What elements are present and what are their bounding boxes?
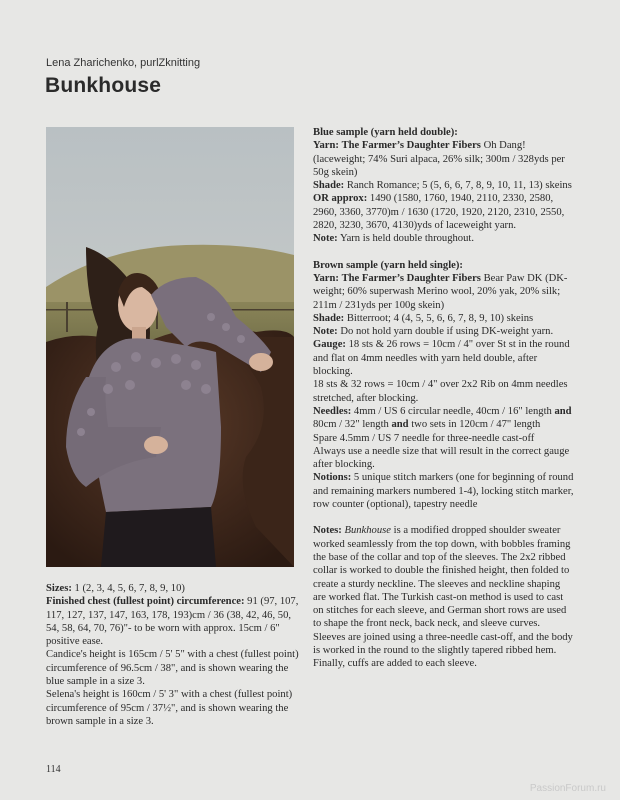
author-credit: Lena Zharichenko, purlZknitting — [46, 57, 201, 69]
needles-text-b: 80cm / 32" length — [313, 419, 389, 431]
blue-sample-heading: Blue sample (yarn held double): — [313, 127, 458, 138]
gauge-text: 18 sts & 26 rows = 10cm / 4" over St st in the round and flat on 4mm needles with yarn held double, after blocking. — [313, 339, 570, 378]
needles-spare: Spare 4.5mm / US 7 needle for three-needle cast-off — [313, 432, 535, 444]
blue-note-text: Yarn is held double throughout. — [339, 233, 474, 245]
notes-text: is a modified dropped shoulder sweater worked seamlessly from the top down, with bobbles framing the base of the collar and top of the sleeves. The 2x2 ribbed collar is worked to double the finished height, then folded to create a sturdy neckline. The sleeves and neckline shaping are worked flat. The Turkish cast-on method is used to cast on stitches for each sleeve, and German short rows are used to shape the front neck, back neck, and sleeve curves. Sleeves are joined using a three-needle cast-off, and the body is worked in the round to the slightly tapered ribbed hem. Finally, cuffs are added to each sleeve. — [313, 525, 573, 670]
chest-label: Finished chest (fullest point) circumference: — [46, 596, 245, 608]
blue-yarn-label: Yarn: — [313, 140, 339, 152]
blue-yarn-brand: The Farmer’s Daughter Fibers — [341, 140, 481, 152]
materials-column — [313, 126, 575, 671]
brown-note-text: Do not hold yarn double if using DK-weight yarn. — [340, 326, 554, 338]
brown-sample-heading: Brown sample (yarn held single): — [313, 259, 463, 271]
notes-pattern-name: Bunkhouse — [344, 525, 391, 537]
brown-shade-label: Shade: — [313, 312, 345, 324]
candice-fit-text: Candice's height is 165cm / 5' 5" with a chest (fullest point) circumference of 96.5cm / 38", and is shown wearing the blue sample in a size 3. — [46, 649, 299, 688]
pattern-title: Bunkhouse — [45, 74, 162, 97]
model-photo — [46, 127, 294, 567]
blue-shade-text: Ranch Romance; 5 (5, 6, 6, 7, 8, 9, 10, 11, 13) skeins — [346, 180, 572, 192]
sizes-label: Sizes: — [46, 583, 72, 594]
watermark: PassionForum.ru — [529, 783, 606, 794]
selena-fit-text: Selena's height is 160cm / 5' 3" with a chest (fullest point) circumference of 95cm / 37½", and is shown wearing the brown sample in a size 3. — [46, 689, 293, 727]
brown-yarn-label: Yarn: — [313, 272, 339, 284]
needles-text-c: two sets in 120cm / 47" length — [411, 419, 541, 431]
page-number: 114 — [46, 764, 61, 775]
chest-text: 91 (97, 107, 117, 127, 137, 147, 163, 178, 193)cm / 36 (38, 42, 46, 50, 54, 58, 64, 70, 76)"- to be worn with approx. 15cm / 6" positive ease. — [46, 596, 299, 648]
blue-yarn-text: Oh Dang! (laceweight; 74% Suri alpaca, 26% silk; 300m / 328yds per 50g skein) — [313, 140, 565, 178]
needles-and-2: and — [391, 419, 409, 431]
blue-or-text: 1490 (1580, 1760, 1940, 2110, 2330, 2580, 2960, 3360, 3770)m / 1630 (1720, 1920, 2120, 2310, 2550, 2820, 3230, 3670, 4130)yds of laceweight yarn. — [313, 193, 565, 232]
notes-label: Notes: — [313, 525, 342, 537]
needles-text-a: 4mm / US 6 circular needle, 40cm / 16" length — [353, 405, 552, 417]
blue-note-label: Note: — [313, 233, 338, 245]
notes-block — [313, 524, 575, 670]
needles-advice: Always use a needle size that will result in the correct gauge after blocking. — [313, 445, 570, 471]
gauge-label: Gauge: — [313, 339, 346, 351]
blue-sample-block — [313, 126, 575, 246]
brown-yarn-brand: The Farmer’s Daughter Fibers — [341, 272, 481, 284]
needles-and-1: and — [554, 405, 572, 417]
needles-label: Needles: — [313, 405, 352, 417]
notions-text: 5 unique stitch markers (one for beginning of round and remaining markers numbered 1-4), locking stitch marker, row counter (optional), tapestry needle — [313, 472, 574, 511]
gauge-rib-text: 18 sts & 32 rows = 10cm / 4" over 2x2 Rib on 4mm needles stretched, after blocking. — [313, 379, 568, 404]
sizes-column — [46, 582, 302, 728]
brown-shade-text: Bitterroot; 4 (4, 5, 5, 6, 6, 7, 8, 9, 10) skeins — [346, 312, 534, 324]
blue-shade-label: Shade: — [313, 180, 345, 192]
brown-yarn-text: Bear Paw DK (DK-weight; 60% superwash Merino wool, 20% yak, 20% silk; 211m / 231yds per 100g skein) — [313, 272, 568, 311]
brown-note-label: Note: — [313, 326, 338, 338]
sizes-text: 1 (2, 3, 4, 5, 6, 7, 8, 9, 10) — [74, 583, 185, 594]
blue-or-label: OR approx: — [313, 193, 368, 205]
notions-label: Notions: — [313, 472, 352, 484]
brown-sample-block — [313, 259, 575, 512]
